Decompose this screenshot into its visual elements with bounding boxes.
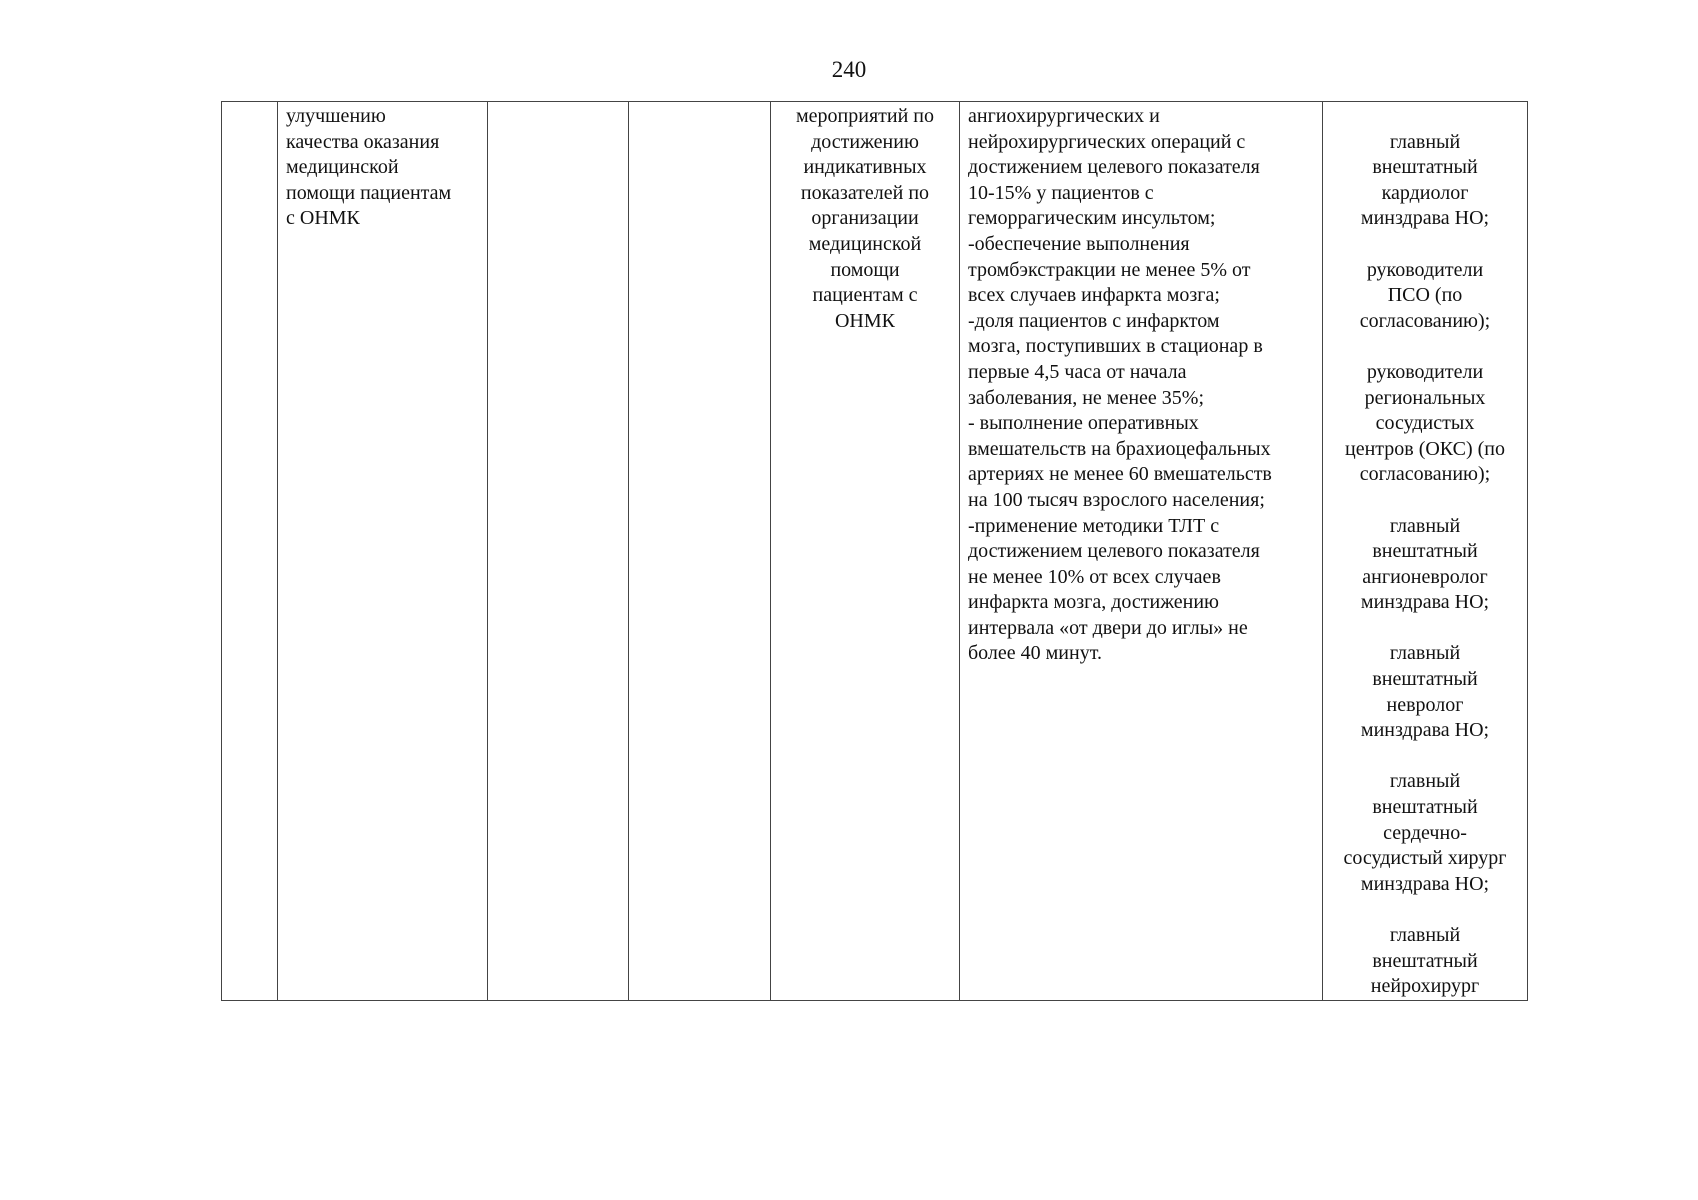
responsible-line: минздрава НО; bbox=[1360, 872, 1490, 895]
cell-number bbox=[222, 102, 278, 1001]
indicator-line: первые 4,5 часа от начала bbox=[968, 360, 1187, 383]
responsible-line: сердечно- bbox=[1383, 821, 1467, 844]
indicator-line: тромбэкстракции не менее 5% от bbox=[968, 258, 1251, 281]
activity-line: организации bbox=[811, 207, 919, 230]
cell-indicators bbox=[960, 102, 1323, 1001]
responsible-line: согласованию); bbox=[1359, 463, 1491, 486]
responsible-line: минздрава НО; bbox=[1360, 207, 1490, 230]
indicator-line: более 40 минут. bbox=[968, 642, 1102, 665]
responsible-line: руководители bbox=[1366, 360, 1484, 383]
responsible-line: региональных bbox=[1364, 386, 1486, 409]
responsible-line: сосудистый хирург bbox=[1343, 847, 1507, 870]
page-number: 240 bbox=[831, 57, 867, 82]
responsible-line: главный bbox=[1389, 514, 1461, 537]
task-line: с ОНМК bbox=[286, 207, 360, 230]
indicator-line: 10-15% у пациентов с bbox=[968, 181, 1154, 204]
indicator-line: -обеспечение выполнения bbox=[968, 232, 1190, 255]
indicator-line: - выполнение оперативных bbox=[968, 412, 1199, 435]
activity-line: индикативных bbox=[803, 156, 927, 179]
indicator-line: всех случаев инфаркта мозга; bbox=[968, 284, 1220, 307]
indicator-line: заболевания, не менее 35%; bbox=[968, 386, 1204, 409]
activity-line: показателей по bbox=[800, 181, 930, 204]
responsible-line: нейрохирург bbox=[1370, 975, 1480, 998]
cell-empty-4 bbox=[629, 102, 771, 1001]
spacer bbox=[1331, 897, 1519, 923]
activity-line: ОНМК bbox=[834, 309, 895, 332]
indicator-line: достижением целевого показателя bbox=[968, 540, 1260, 563]
responsible-line: внештатный bbox=[1372, 540, 1478, 563]
activity-line: помощи bbox=[830, 258, 900, 281]
responsible-line: ПСО (по bbox=[1387, 284, 1463, 307]
indicator-line: ангиохирургических и bbox=[968, 105, 1160, 127]
responsible-line: главный bbox=[1389, 642, 1461, 665]
activity-line: пациентам с bbox=[812, 284, 918, 307]
activity-line: медицинской bbox=[808, 232, 922, 255]
responsible-line: главный bbox=[1389, 130, 1461, 153]
responsible-line: минздрава НО; bbox=[1360, 719, 1490, 742]
indicator-line: нейрохирургических операций с bbox=[968, 130, 1246, 153]
responsible-line: согласованию); bbox=[1359, 309, 1491, 332]
cell-task bbox=[278, 102, 488, 1001]
spacer bbox=[1331, 488, 1519, 514]
responsible-line: внештатный bbox=[1372, 949, 1478, 972]
indicator-line: инфаркта мозга, достижению bbox=[968, 591, 1219, 614]
indicator-line: достижением целевого показателя bbox=[968, 156, 1260, 179]
indicator-line: мозга, поступивших в стационар в bbox=[968, 335, 1263, 358]
indicator-line: вмешательств на брахиоцефальных bbox=[968, 437, 1271, 460]
measures-table bbox=[221, 101, 1528, 1001]
responsible-line: внештатный bbox=[1372, 668, 1478, 691]
responsible-line: кардиолог bbox=[1381, 181, 1469, 204]
task-line: медицинской bbox=[286, 156, 399, 179]
responsible-line: главный bbox=[1389, 770, 1461, 793]
responsible-line: центров (ОКС) (по bbox=[1344, 437, 1506, 460]
indicator-line: -доля пациентов с инфарктом bbox=[968, 309, 1220, 332]
responsible-line: руководители bbox=[1366, 258, 1484, 281]
task-line: качества оказания bbox=[286, 130, 440, 153]
indicator-line: артериях не менее 60 вмешательств bbox=[968, 463, 1272, 486]
responsible-line: внештатный bbox=[1372, 156, 1478, 179]
indicator-line: интервала «от двери до иглы» не bbox=[968, 616, 1248, 639]
activity-line: мероприятий по bbox=[796, 105, 934, 127]
task-line: улучшению bbox=[286, 105, 386, 127]
indicator-line: -применение методики ТЛТ с bbox=[968, 514, 1220, 537]
cell-empty-3 bbox=[488, 102, 629, 1001]
responsible-line: ангионевролог bbox=[1362, 565, 1488, 588]
activity-line: достижению bbox=[811, 130, 919, 153]
responsible-line: минздрава НО; bbox=[1360, 591, 1490, 614]
spacer bbox=[1331, 334, 1519, 360]
cell-activity bbox=[771, 102, 960, 1001]
spacer bbox=[1331, 232, 1519, 258]
responsible-line: сосудистых bbox=[1375, 412, 1475, 435]
spacer bbox=[1331, 616, 1519, 642]
responsible-line: главный bbox=[1389, 924, 1461, 946]
spacer bbox=[1331, 744, 1519, 770]
indicator-line: не менее 10% от всех случаев bbox=[968, 565, 1221, 588]
table-row bbox=[222, 102, 1528, 1001]
responsible-line: внештатный bbox=[1372, 796, 1478, 819]
indicator-line: геморрагическим инсультом; bbox=[968, 207, 1216, 230]
responsible-line: невролог bbox=[1386, 693, 1464, 716]
task-line: помощи пациентам bbox=[286, 181, 452, 204]
indicator-line: на 100 тысяч взрослого населения; bbox=[968, 488, 1265, 511]
cell-responsible bbox=[1323, 102, 1528, 1001]
spacer bbox=[1331, 104, 1519, 130]
